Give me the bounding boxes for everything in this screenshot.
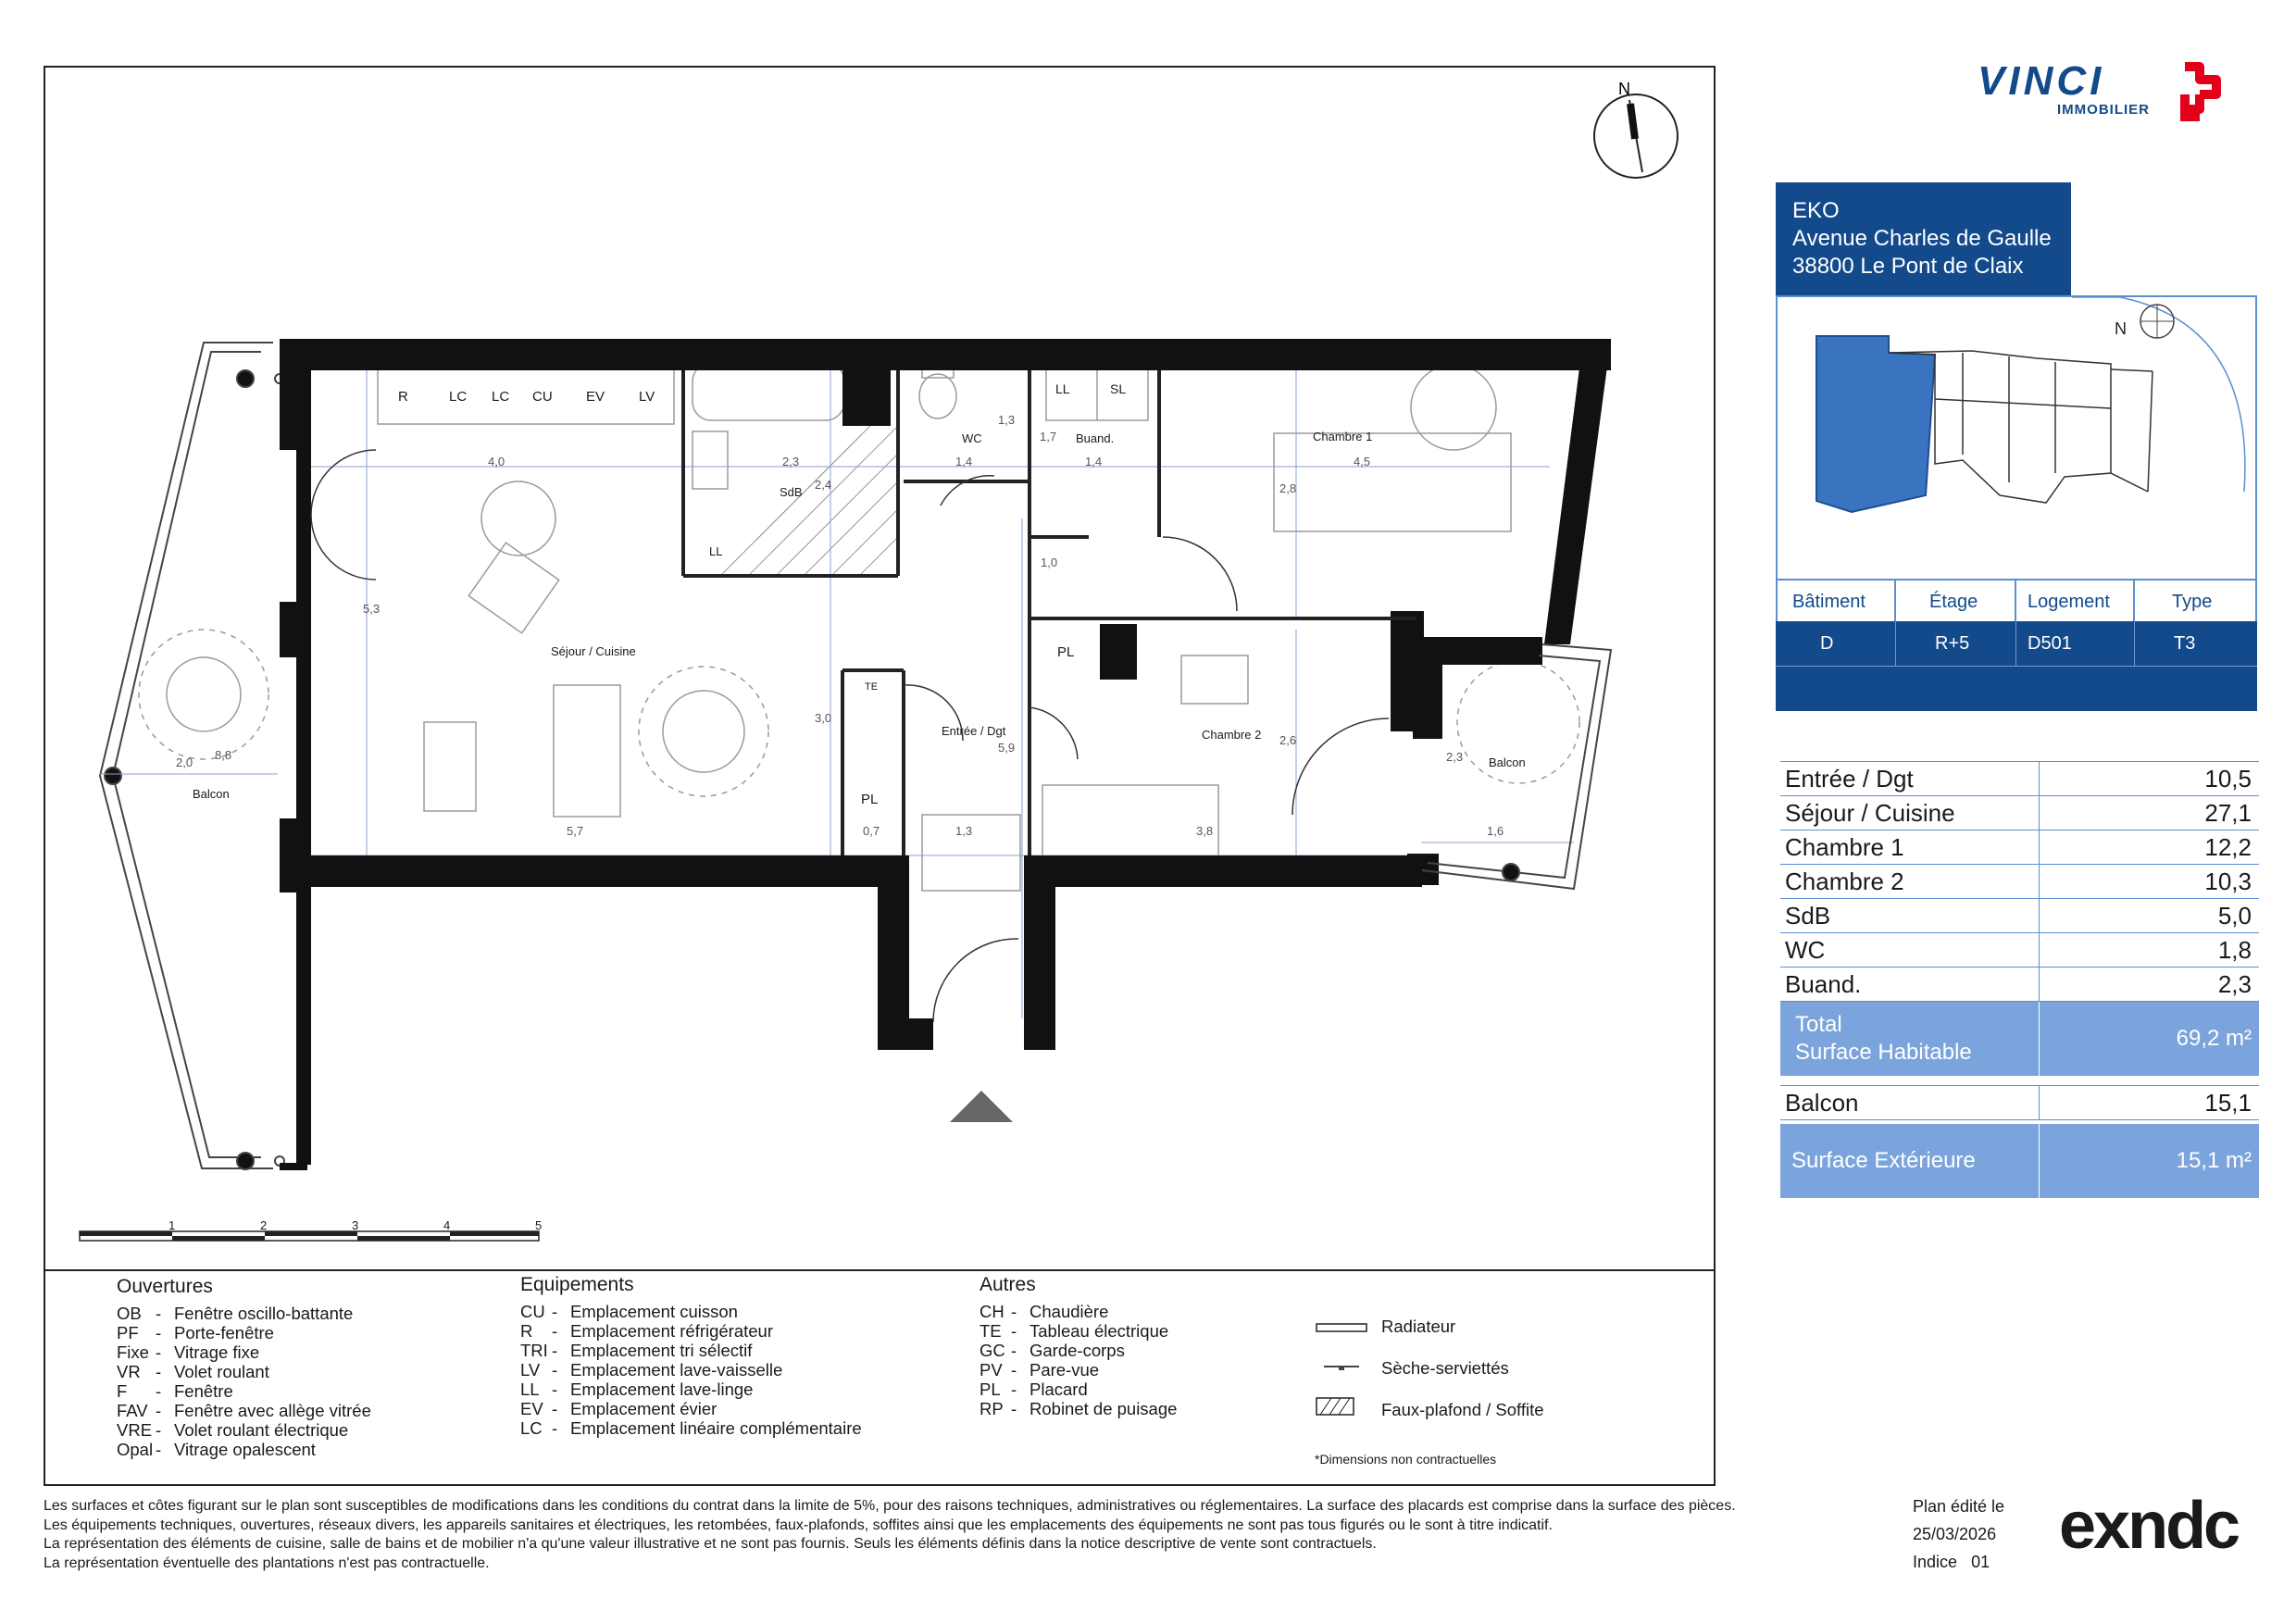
legend-item: LL - Emplacement lave-linge [520,1380,754,1399]
dimension-label: 4,5 [1354,455,1371,468]
dimension-label: 8,8 [215,748,232,762]
dimension-label: 5,7 [567,824,584,838]
scale-label: 3 [352,1218,359,1232]
vinci-immobilier-logo [1978,58,2150,118]
dimension-label: 2,4 [815,478,832,492]
surface-row [1780,830,2259,865]
surface-label: Chambre 2 [1780,865,2040,898]
dimension-label: 1,7 [1040,430,1057,443]
surface-row [1780,933,2259,968]
plan-date-value: 25/03/2026 [1913,1525,1997,1543]
surface-value: 12,2 [2204,833,2252,861]
dimension-label: 0,7 [863,824,880,838]
kitchen-lv: LV [639,389,655,405]
total-surface-row [1780,1002,2259,1076]
dimension-label: 1,6 [1487,824,1504,838]
info-values-row [1776,621,2257,666]
surface-label: Séjour / Cuisine [1780,796,2040,830]
legend-symbol-seche-serviettes: Sèche-serviettés [1381,1358,1509,1378]
surface-label: Buand. [1780,968,2040,1001]
legend-item: OB - Fenêtre oscillo-battante [117,1304,354,1323]
legend-item: CH - Chaudière [980,1302,1109,1321]
legend-title: Ouvertures [117,1276,213,1297]
legend-item: PL - Placard [980,1380,1088,1399]
legend-item: LV - Emplacement lave-vaisselle [520,1360,783,1380]
dimension-label: 1,3 [955,824,973,838]
legend-symbols [1315,1315,1370,1417]
walls [280,339,1611,1170]
room-label-wc: WC [962,431,982,445]
disclaimer-line: Les équipements techniques, ouvertures, réseaux divers, les appareils sanitaires et électriques, les retombées, faux-plafonds, soffites ainsi que les emplacements des équipements ne sont pas tous figurés ou le sont à titre indicatif. [44,1517,1553,1533]
legend-item: R - Emplacement réfrigérateur [520,1321,774,1341]
legend-item: VRE - Volet roulant électrique [117,1420,349,1440]
legend-item: TE - Tableau électrique [980,1321,1169,1341]
dimension-label: 2,3 [782,455,800,468]
legend-ouvertures [117,1276,371,1459]
kitchen-r: R [398,389,408,405]
legend-title: Autres [980,1274,1036,1295]
kitchen-cu: CU [532,389,553,405]
room-label-balcon-right: Balcon [1489,755,1526,769]
legend-item: Opal - Vitrage opalescent [117,1440,316,1459]
legend-equipements [520,1274,862,1438]
exterior-surface-label: Surface Extérieure [1780,1124,2040,1198]
disclaimer-line: Les surfaces et côtes figurant sur le plan sont susceptibles de modifications dans les conditions du contrat dans la limite de 5%, pour des raisons techniques, administratives ou réglementaires. La surface des placards est comprise dans la surface des pièces. [44,1498,1736,1514]
legend-item: Fixe - Vitrage fixe [117,1342,260,1362]
label-ll-buand: LL [1055,381,1070,396]
scale-bar [80,1231,539,1241]
dimension-label: 1,3 [998,413,1016,427]
disclaimer-line: La représentation éventuelle des plantations n'est pas contractuelle. [44,1554,490,1571]
project-city: 38800 Le Pont de Claix [1792,254,2024,279]
hatch-faux-plafond [722,426,898,574]
dimension-label: 5,9 [998,741,1016,755]
legend-symbol-faux-plafond: Faux-plafond / Soffite [1381,1400,1544,1419]
room-label-balcon-left: Balcon [193,787,230,801]
exterior-surface-value: 15,1 m² [2176,1148,2252,1173]
dimension-label: 2,6 [1279,733,1297,747]
info-header-logement: Logement [2016,579,2135,621]
surface-label: Chambre 1 [1780,830,2040,864]
logo-brand: VINCI [1978,58,2105,104]
kitchen-ev: EV [586,389,605,405]
location-key-plan [1778,297,2255,577]
dimension-label: 3,0 [815,711,832,725]
legend-item: TRI - Emplacement tri sélectif [520,1341,753,1360]
project-address [1776,182,2071,295]
info-header-batiment: Bâtiment [1776,579,1896,621]
kitchen-lc: LC [449,389,468,405]
surface-row [1780,899,2259,933]
scale-label: 2 [260,1218,268,1232]
total-surface-value: 69,2 m² [2176,1026,2252,1051]
balcon-value: 15,1 [2204,1089,2252,1117]
radiateur-icon [1316,1324,1366,1331]
compass-north-label: N [1618,80,1630,98]
legend-item: PV - Pare-vue [980,1360,1100,1380]
legend-item: PF - Porte-fenêtre [117,1323,274,1342]
dimension-label: 3,8 [1196,824,1214,838]
plan-date [1913,1492,2004,1576]
room-label-chambre1: Chambre 1 [1313,430,1373,443]
room-label-buand: Buand. [1076,431,1115,445]
surfaces-table [1780,761,2259,1198]
seche-serviettes-icon [1324,1367,1359,1370]
legend-item: EV - Emplacement évier [520,1399,718,1418]
label-sl: SL [1110,381,1127,396]
balcon-row [1780,1085,2259,1120]
legend-item: FAV - Fenêtre avec allège vitrée [117,1401,371,1420]
info-value-etage: R+5 [1896,621,2016,666]
plan-indice: Indice 01 [1913,1553,1990,1571]
kitchen-lc: LC [492,389,510,405]
plan-date-label: Plan édité le [1913,1497,2005,1516]
info-header-row [1776,579,2257,621]
legend-item: GC - Garde-corps [980,1341,1125,1360]
dimension-label: 2,8 [1279,481,1297,495]
surface-row [1780,968,2259,1002]
surface-row [1780,865,2259,899]
surface-label: Entrée / Dgt [1780,762,2040,795]
surface-value: 27,1 [2204,799,2252,827]
info-value-logement: D501 [2016,621,2135,666]
info-header-type: Type [2135,579,2257,621]
dimension-label: 5,3 [363,602,381,616]
info-blank-row [1776,666,2257,711]
hatch-icon [1316,1398,1354,1415]
vinci-logo-mark-icon [2172,61,2224,131]
project-street: Avenue Charles de Gaulle [1792,226,2052,251]
legend-item: LC - Emplacement linéaire complémentaire [520,1418,862,1438]
surface-value: 2,3 [2217,970,2252,998]
info-value-batiment: D [1776,621,1896,666]
info-value-type: T3 [2174,633,2196,654]
room-label-chambre2: Chambre 2 [1202,728,1262,742]
label-ll-sdb: LL [709,544,723,558]
architect-logo: exndc [2059,1489,2239,1563]
room-label-pl-chambre2: PL [1057,644,1075,660]
info-header-etage: Étage [1896,579,2016,621]
dimension-label: 1,4 [955,455,973,468]
surface-value: 1,8 [2217,936,2252,964]
room-label-entree: Entrée / Dgt [942,724,1006,738]
legend-item: RP - Robinet de puisage [980,1399,1178,1418]
dimension-lines [100,343,1574,1018]
legend-autres [980,1274,1177,1418]
total-label-line1: Total [1795,1012,1842,1037]
total-label-line2: Surface Habitable [1795,1040,1972,1065]
surface-value: 10,5 [2204,765,2252,793]
key-plan-north: N [2115,319,2127,338]
surface-value: 10,3 [2204,868,2252,895]
surface-label: SdB [1780,899,2040,932]
dimension-label: 2,3 [1446,750,1464,764]
legend-item: VR - Volet roulant [117,1362,269,1381]
dimensions-note: *Dimensions non contractuelles [1315,1452,1497,1467]
label-te: TE [865,681,879,693]
dimension-label: 1,4 [1085,455,1103,468]
legend-symbol-radiateur: Radiateur [1381,1317,1456,1336]
legend-item: CU - Emplacement cuisson [520,1302,738,1321]
balcon-label: Balcon [1780,1086,2040,1119]
scale-label: 4 [443,1218,451,1232]
room-label-pl-entree: PL [861,792,879,807]
disclaimer-line: La représentation des éléments de cuisine, salle de bains et de mobilier n'a qu'une valeur illustrative et ne sont pas fournis. Seuls les éléments définis dans la notice descriptive de vente sont contractuels. [44,1536,1377,1552]
compass-icon [1594,80,1678,178]
surface-value: 5,0 [2217,902,2252,930]
entrance-arrow-icon [950,1091,1013,1122]
exterior-surface-row [1780,1124,2259,1198]
surface-row [1780,796,2259,830]
scale-label: 1 [168,1218,176,1232]
total-surface-label [1780,1002,2040,1076]
project-name: EKO [1792,198,1840,223]
legend-item: F - Fenêtre [117,1381,233,1401]
surface-row [1780,761,2259,796]
surface-label: WC [1780,933,2040,967]
logo-sub: IMMOBILIER [2057,102,2150,118]
legend-title: Equipements [520,1274,634,1295]
scale-label: 5 [535,1218,543,1232]
room-label-sdb: SdB [780,485,803,499]
dimension-label: 1,0 [1041,556,1058,569]
dimension-label: 2,0 [176,755,193,769]
dimension-label: 4,0 [488,455,505,468]
disclaimer [44,1497,1840,1573]
room-label-sejour: Séjour / Cuisine [551,644,636,658]
legend-divider [44,1269,1716,1271]
